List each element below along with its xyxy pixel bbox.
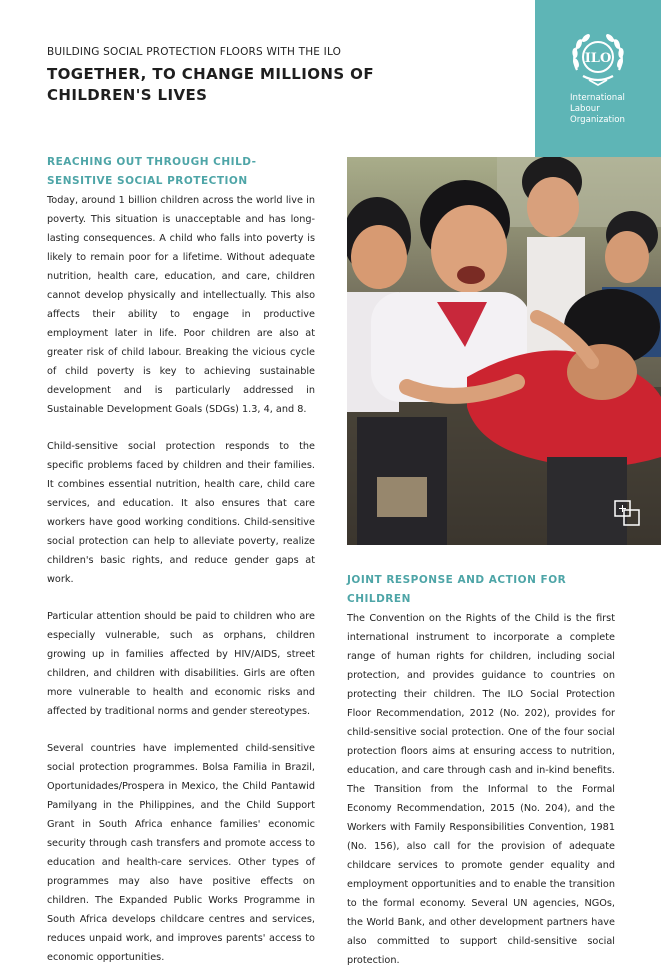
paragraph: Several countries have implemented child-sensitive social protection programmes. Bolsa Familia in Brazil, Oportunidades/Prospera in Mexico, the Child Pantawid Pamilyang in the Philippines, and the Child Support Grant in South Africa enhance families' economic security through cash transfers and promote access to education and health-care services. Other types of programmes may also have positive effects on children. The Expanded Public Works Programme in South Africa develops childcare centres and services, reduces unpaid work, and improves parents' access to economic opportunities. xyxy=(47,743,315,963)
ilo-emblem-icon xyxy=(569,30,627,88)
left-column xyxy=(47,153,315,967)
kicker-text: BUILDING SOCIAL PROTECTION FLOORS WITH THE ILO xyxy=(47,46,342,58)
ilo-name-line: International xyxy=(570,93,625,103)
page-title xyxy=(47,64,517,106)
paragraph: Today, around 1 billion children across the world live in poverty. This situation is unacceptable and has long-lasting consequences. A child who falls into poverty is likely to remain poor for a lifetime. Without adequate nutrition, health care, education, and care, children cannot develop physically and intellectually. This also affects their ability to engage in productive employment later in life. Poor children are also at greater risk of child labour. Breaking the vicious cycle of child poverty is key to achieving sustainable development and is particularly addressed in Sustainable Development Goals (SDGs) 1.3, 4, and 8. xyxy=(47,195,315,415)
section-heading-reaching-out: REACHING OUT THROUGH CHILD-SENSITIVE SOCIAL PROTECTION xyxy=(47,156,257,187)
section-heading-joint-response: JOINT RESPONSE AND ACTION FOR CHILDREN xyxy=(347,574,567,605)
title-line-1: TOGETHER, TO CHANGE MILLIONS OF xyxy=(47,65,374,83)
children-photo-illustration xyxy=(347,157,661,545)
ilo-name xyxy=(570,93,625,126)
expand-icon[interactable] xyxy=(614,500,640,526)
ilo-name-line: Labour xyxy=(570,104,600,114)
right-column xyxy=(347,571,615,970)
title-line-2: CHILDREN'S LIVES xyxy=(47,86,208,104)
paragraph: Child-sensitive social protection responds to the specific problems faced by children and their families. It combines essential nutrition, health care, child care services, and education. It also ensures that care workers have good working conditions. Child-sensitive social protection can help to alleviate poverty, realize children's basic rights, and reduce gender gaps at work. xyxy=(47,441,315,585)
ilo-name-line: Organization xyxy=(570,115,625,125)
paragraph: The Convention on the Rights of the Child is the first international instrument to incorporate a complete range of human rights for children, including social protection, and provides guidance to countries on protecting their children. The ILO Social Protection Floor Recommendation, 2012 (No. 202), provides for child-sensitive social protection. One of the four social protection floors aims at ensuring access to nutrition, education, and care through cash and in-kind benefits. The Transition from the Informal to the Formal Economy Recommendation, 2015 (No. 204), and the Workers with Family Responsibilities Convention, 1981 (No. 156), also call for the provision of adequate childcare services to promote gender equality and employment opportunities and to enable the transition to the formal economy. Several UN agencies, NGOs, the World Bank, and other development partners have also committed to support child-sensitive social protection. xyxy=(347,613,615,966)
paragraph: Particular attention should be paid to children who are especially vulnerable, such as orphans, children growing up in families affected by HIV/AIDS, street children, and children with disabilities. Girls are often more vulnerable to health and economic risks and affected by traditional norms and gender stereotypes. xyxy=(47,611,315,717)
children-photo xyxy=(347,157,661,545)
ilo-emblem-text: ILO xyxy=(584,51,612,66)
ilo-logo-box xyxy=(535,0,661,157)
